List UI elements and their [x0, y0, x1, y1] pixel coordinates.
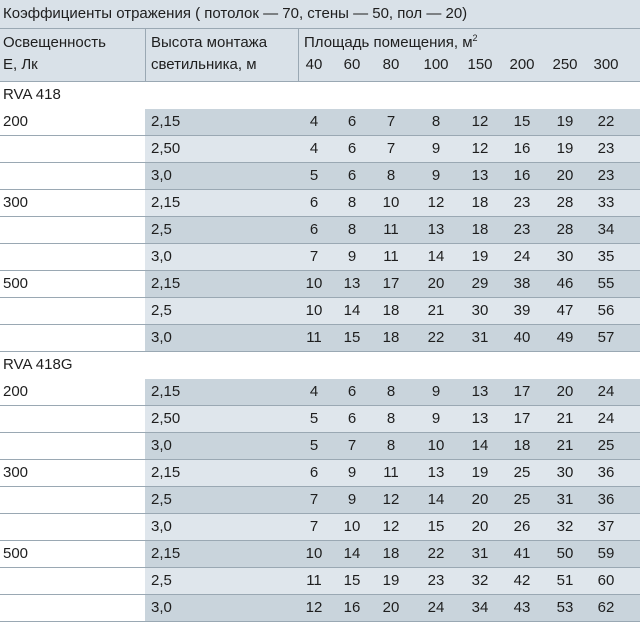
fixture-count-cell: 14 [427, 491, 445, 508]
fixture-count-cell: 11 [383, 221, 399, 238]
mounting-height-value: 2,15 [151, 194, 181, 211]
fixture-count-cell: 11 [383, 464, 399, 481]
mounting-height-value: 2,50 [151, 140, 181, 157]
fixture-count-cell: 62 [597, 599, 615, 616]
fixture-count-cell: 22 [597, 113, 615, 130]
fixture-count-cell: 19 [556, 140, 574, 157]
fixture-count-cell: 13 [427, 221, 445, 238]
illuminance-cell [0, 163, 145, 190]
mounting-height-value: 2,15 [151, 275, 181, 292]
fixture-count-cell: 28 [556, 194, 574, 211]
mounting-height-value: 2,15 [151, 113, 181, 130]
mounting-height-value: 2,5 [151, 221, 172, 238]
fixture-count-cell: 31 [471, 329, 489, 346]
fixture-count-cell: 13 [471, 383, 489, 400]
fixture-count-cell: 10 [305, 302, 323, 319]
fixture-count-cell: 6 [347, 140, 357, 157]
fixture-count-cell: 9 [431, 167, 441, 184]
fixture-count-cell: 16 [513, 140, 531, 157]
fixture-count-cell: 6 [347, 167, 357, 184]
fixture-count-cell: 23 [597, 167, 615, 184]
area-header [304, 32, 478, 54]
fixture-count-cell: 29 [471, 275, 489, 292]
fixture-count-cell: 40 [513, 329, 531, 346]
fixture-count-cell: 13 [471, 167, 489, 184]
height-header-line1: Высота монтажа [151, 34, 268, 51]
table-row [0, 298, 640, 325]
fixture-count-cell: 10 [382, 194, 400, 211]
table-row [0, 379, 640, 406]
fixture-count-cell: 55 [597, 275, 615, 292]
fixture-count-cell: 14 [471, 437, 489, 454]
fixture-count-cell: 57 [597, 329, 615, 346]
mounting-height-value: 3,0 [151, 437, 172, 454]
fixture-count-cell: 9 [347, 491, 357, 508]
fixture-count-cell: 8 [431, 113, 441, 130]
table-row [0, 487, 640, 514]
group-name: RVA 418 [3, 86, 61, 103]
fixture-count-cell: 21 [556, 437, 574, 454]
fixture-count-cell: 10 [305, 545, 323, 562]
fixture-count-cell: 34 [471, 599, 489, 616]
fixture-count-cell: 20 [382, 599, 400, 616]
table-row [0, 595, 640, 622]
fixture-count-cell: 32 [471, 572, 489, 589]
illuminance-value: 200 [3, 383, 29, 400]
illuminance-cell [0, 406, 145, 433]
area-column-header: 250 [552, 56, 578, 73]
fixture-count-cell: 25 [597, 437, 615, 454]
fixture-count-cell: 11 [306, 329, 322, 346]
fixture-count-cell: 30 [556, 248, 574, 265]
fixture-count-cell: 18 [471, 221, 489, 238]
fixture-count-cell: 15 [513, 113, 531, 130]
fixture-count-cell: 51 [556, 572, 574, 589]
fixture-count-cell: 12 [471, 113, 489, 130]
illuminance-cell [0, 514, 145, 541]
fixture-count-cell: 8 [386, 437, 396, 454]
mounting-height-value: 3,0 [151, 518, 172, 535]
fixture-count-cell: 6 [309, 194, 319, 211]
illuminance-header-line2: Е, Лк [3, 56, 38, 73]
area-header-text: Площадь помещения, м [304, 34, 473, 51]
table-row [0, 568, 640, 595]
area-column-header: 300 [593, 56, 619, 73]
fixture-count-cell: 10 [427, 437, 445, 454]
fixture-count-cell: 7 [386, 113, 396, 130]
column-divider [298, 29, 299, 82]
fixture-count-cell: 50 [556, 545, 574, 562]
mounting-height-value: 2,5 [151, 302, 172, 319]
mounting-height-value: 3,0 [151, 599, 172, 616]
illuminance-cell [0, 595, 145, 622]
area-column-header: 60 [343, 56, 361, 73]
fixture-count-cell: 28 [556, 221, 574, 238]
fixture-count-cell: 7 [309, 491, 319, 508]
fixture-count-cell: 20 [556, 383, 574, 400]
table-row [0, 136, 640, 163]
illuminance-cell [0, 325, 145, 352]
fixture-count-cell: 5 [309, 410, 319, 427]
fixture-count-cell: 7 [309, 518, 319, 535]
fixture-count-cell: 17 [513, 410, 531, 427]
mounting-height-value: 2,5 [151, 491, 172, 508]
fixture-count-cell: 7 [309, 248, 319, 265]
mounting-height-value: 2,15 [151, 464, 181, 481]
fixture-count-cell: 12 [382, 518, 400, 535]
fixture-count-cell: 59 [597, 545, 615, 562]
illuminance-value: 300 [3, 464, 29, 481]
fixture-count-cell: 19 [471, 248, 489, 265]
fixture-count-cell: 37 [597, 518, 615, 535]
fixture-count-cell: 10 [305, 275, 323, 292]
group-name: RVA 418G [3, 356, 73, 373]
fixture-count-cell: 8 [386, 383, 396, 400]
fixture-count-cell: 12 [382, 491, 400, 508]
fixture-count-cell: 33 [597, 194, 615, 211]
area-header-unit-exponent: 2 [472, 33, 478, 43]
table-row [0, 514, 640, 541]
fixture-count-cell: 25 [513, 491, 531, 508]
table-row [0, 271, 640, 298]
illuminance-header-line1: Освещенность [3, 34, 106, 51]
fixture-count-cell: 9 [431, 410, 441, 427]
fixture-count-cell: 6 [347, 383, 357, 400]
fixture-count-cell: 12 [427, 194, 445, 211]
fixture-count-cell: 9 [431, 383, 441, 400]
fixture-count-cell: 18 [382, 545, 400, 562]
fixture-count-cell: 7 [347, 437, 357, 454]
area-column-header: 40 [305, 56, 323, 73]
fixture-count-cell: 17 [513, 383, 531, 400]
fixture-count-cell: 21 [556, 410, 574, 427]
fixture-count-cell: 4 [309, 140, 319, 157]
fixture-count-cell: 20 [556, 167, 574, 184]
fixture-count-cell: 24 [427, 599, 445, 616]
fixture-count-cell: 8 [386, 167, 396, 184]
fixture-count-cell: 31 [471, 545, 489, 562]
fixture-count-cell: 18 [513, 437, 531, 454]
fixture-count-cell: 20 [471, 491, 489, 508]
group-header-row [0, 352, 640, 379]
fixture-count-cell: 24 [597, 410, 615, 427]
fixture-count-cell: 49 [556, 329, 574, 346]
area-column-header: 150 [467, 56, 493, 73]
illuminance-cell [0, 217, 145, 244]
table-row [0, 190, 640, 217]
fixture-count-cell: 6 [309, 221, 319, 238]
fixture-count-cell: 36 [597, 464, 615, 481]
table-row [0, 217, 640, 244]
fixture-count-cell: 5 [309, 437, 319, 454]
fixture-count-cell: 15 [427, 518, 445, 535]
area-column-header: 200 [509, 56, 535, 73]
illuminance-cell [0, 136, 145, 163]
fixture-count-cell: 47 [556, 302, 574, 319]
fixture-count-cell: 19 [382, 572, 400, 589]
table-row [0, 406, 640, 433]
fixture-count-cell: 18 [382, 302, 400, 319]
fixture-count-cell: 11 [383, 248, 399, 265]
illuminance-cell [0, 487, 145, 514]
fixture-count-cell: 12 [471, 140, 489, 157]
fixture-count-cell: 8 [347, 194, 357, 211]
table-row [0, 109, 640, 136]
illuminance-value: 500 [3, 545, 29, 562]
fixture-count-cell: 23 [513, 221, 531, 238]
fixture-count-cell: 32 [556, 518, 574, 535]
fixture-count-cell: 15 [343, 572, 361, 589]
column-divider [145, 29, 146, 82]
fixture-count-cell: 13 [427, 464, 445, 481]
fixture-count-cell: 31 [556, 491, 574, 508]
mounting-height-value: 3,0 [151, 329, 172, 346]
fixture-count-cell: 14 [343, 545, 361, 562]
table-title: Коэффициенты отражения ( потолок — 70, стены — 50, пол — 20) [3, 5, 468, 22]
fixture-count-cell: 8 [386, 410, 396, 427]
fixture-count-cell: 22 [427, 329, 445, 346]
fixture-count-cell: 4 [309, 383, 319, 400]
fixture-count-cell: 6 [347, 113, 357, 130]
fixture-count-cell: 11 [306, 572, 322, 589]
fixture-count-cell: 16 [513, 167, 531, 184]
table-row [0, 244, 640, 271]
fixture-count-cell: 34 [597, 221, 615, 238]
fixture-count-cell: 19 [471, 464, 489, 481]
fixture-count-cell: 6 [347, 410, 357, 427]
area-column-header: 100 [423, 56, 449, 73]
mounting-height-value: 2,15 [151, 383, 181, 400]
fixture-count-cell: 20 [471, 518, 489, 535]
area-column-header: 80 [382, 56, 400, 73]
illuminance-value: 200 [3, 113, 29, 130]
fixture-count-cell: 42 [513, 572, 531, 589]
fixture-count-cell: 5 [309, 167, 319, 184]
fixture-count-cell: 9 [431, 140, 441, 157]
mounting-height-value: 2,5 [151, 572, 172, 589]
fixture-count-cell: 30 [556, 464, 574, 481]
fixture-count-cell: 8 [347, 221, 357, 238]
fixture-count-cell: 60 [597, 572, 615, 589]
fixture-count-cell: 25 [513, 464, 531, 481]
fixture-count-cell: 38 [513, 275, 531, 292]
mounting-height-value: 3,0 [151, 167, 172, 184]
fixture-count-cell: 20 [427, 275, 445, 292]
fixture-count-cell: 13 [471, 410, 489, 427]
group-header-row [0, 82, 640, 109]
illuminance-cell [0, 298, 145, 325]
fixture-count-cell: 9 [347, 248, 357, 265]
fixture-count-cell: 16 [343, 599, 361, 616]
table-row [0, 460, 640, 487]
fixture-count-cell: 13 [343, 275, 361, 292]
table-row [0, 433, 640, 460]
fixture-count-cell: 43 [513, 599, 531, 616]
illuminance-cell [0, 568, 145, 595]
illuminance-value: 300 [3, 194, 29, 211]
fixture-count-cell: 4 [309, 113, 319, 130]
fixture-count-cell: 18 [471, 194, 489, 211]
fixture-count-cell: 7 [386, 140, 396, 157]
fixture-count-cell: 39 [513, 302, 531, 319]
fixture-count-cell: 46 [556, 275, 574, 292]
column-header-row [0, 29, 640, 82]
table-row [0, 163, 640, 190]
mounting-height-value: 3,0 [151, 248, 172, 265]
fixture-count-cell: 22 [427, 545, 445, 562]
fixture-count-cell: 24 [597, 383, 615, 400]
fixture-count-cell: 23 [427, 572, 445, 589]
height-header-line2: светильника, м [151, 56, 257, 73]
fixture-count-cell: 36 [597, 491, 615, 508]
fixture-count-cell: 21 [427, 302, 445, 319]
table-row [0, 541, 640, 568]
fixture-count-cell: 26 [513, 518, 531, 535]
mounting-height-value: 2,15 [151, 545, 181, 562]
fixture-count-cell: 53 [556, 599, 574, 616]
fixture-count-cell: 10 [343, 518, 361, 535]
fixture-count-cell: 9 [347, 464, 357, 481]
fixture-count-cell: 23 [513, 194, 531, 211]
table-title-row [0, 0, 640, 29]
fixture-count-cell: 19 [556, 113, 574, 130]
fixture-count-cell: 41 [513, 545, 531, 562]
fixture-count-cell: 56 [597, 302, 615, 319]
fixture-count-cell: 18 [382, 329, 400, 346]
table-row [0, 325, 640, 352]
fixture-count-cell: 35 [597, 248, 615, 265]
mounting-height-value: 2,50 [151, 410, 181, 427]
fixture-count-cell: 15 [343, 329, 361, 346]
fixture-count-cell: 24 [513, 248, 531, 265]
fixture-count-cell: 30 [471, 302, 489, 319]
fixture-count-cell: 23 [597, 140, 615, 157]
fixture-count-cell: 14 [427, 248, 445, 265]
illuminance-value: 500 [3, 275, 29, 292]
illuminance-cell [0, 433, 145, 460]
fixture-count-cell: 14 [343, 302, 361, 319]
fixture-count-cell: 12 [305, 599, 323, 616]
fixture-count-cell: 6 [309, 464, 319, 481]
illuminance-cell [0, 244, 145, 271]
fixture-count-cell: 17 [382, 275, 400, 292]
